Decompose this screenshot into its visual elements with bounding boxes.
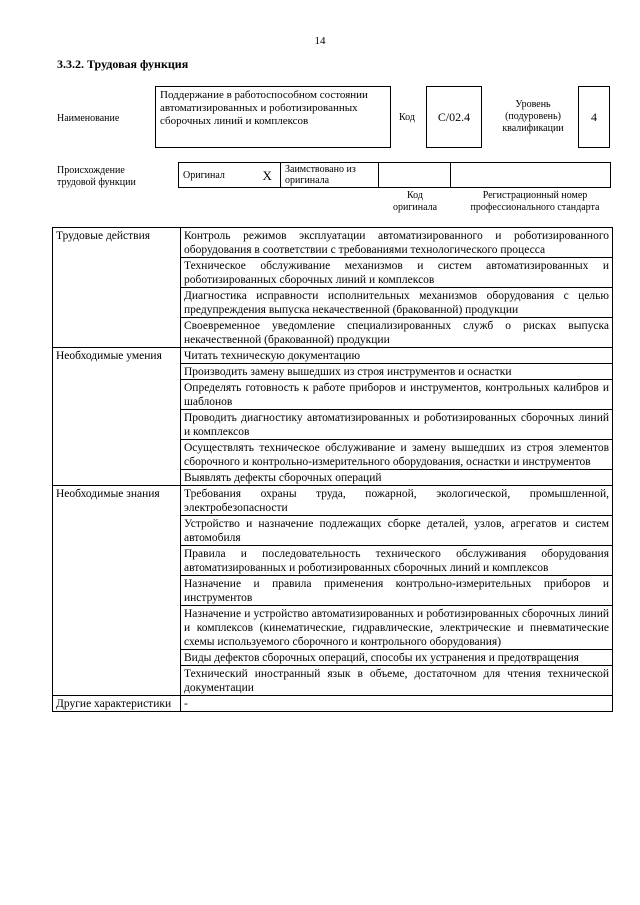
knowledge-item: Назначение и правила применения контрольно-измерительных приборов и инструментов bbox=[181, 576, 613, 606]
level-label bbox=[492, 99, 574, 135]
function-name-box: Поддержание в работоспособном состоянии автоматизированных и роботизированных сборочных линий и комплексов bbox=[155, 86, 391, 148]
knowledge-item: Требования охраны труда, пожарной, экологической, промышленной, электробезопасности bbox=[181, 486, 613, 516]
skill-item: Проводить диагностику автоматизированных и роботизированных сборочных линий и комплексов bbox=[181, 410, 613, 440]
code-original-label bbox=[380, 190, 450, 214]
reg-number-line-1: Регистрационный номер bbox=[482, 190, 588, 201]
name-label: Наименование bbox=[57, 113, 120, 124]
page-number: 14 bbox=[314, 35, 326, 47]
code-box: C/02.4 bbox=[426, 86, 482, 148]
skill-item: Производить замену вышедших из строя инструментов и оснастки bbox=[181, 364, 613, 380]
knowledge-item: Устройство и назначение подлежащих сборке деталей, узлов, агрегатов и систем автомобиля bbox=[181, 516, 613, 546]
code-label: Код bbox=[399, 112, 415, 123]
skill-item: Осуществлять техническое обслуживание и замену вышедших из строя элементов сборочного и контрольно-измерительного оборудования, оснастки и инструментов bbox=[181, 440, 613, 470]
labor-action-item: Своевременное уведомление специализированных служб о рисках выпуска некачественной (бракованной) продукции bbox=[181, 318, 613, 348]
table-row bbox=[53, 348, 613, 364]
labor-action-item: Диагностика исправности исполнительных механизмов оборудования с целью предупреждения выпуска некачественной (бракованной) продукции bbox=[181, 288, 613, 318]
origin-label-line-1: Происхождение bbox=[57, 165, 125, 176]
origin-table bbox=[178, 162, 611, 188]
labor-action-item: Контроль режимов эксплуатации автоматизированного и роботизированного оборудования в соответствии с требованиями технологического процесса bbox=[181, 228, 613, 258]
code-original-line-2: оригинала bbox=[392, 202, 438, 213]
labor-actions-label: Трудовые действия bbox=[53, 228, 181, 348]
code-original-cell bbox=[379, 163, 451, 188]
level-label-line-1: Уровень bbox=[515, 99, 551, 110]
level-box: 4 bbox=[578, 86, 610, 148]
knowledge-item: Виды дефектов сборочных операций, способы их устранения и предотвращения bbox=[181, 650, 613, 666]
level-label-line-2: (подуровень) bbox=[505, 111, 561, 122]
knowledge-label: Необходимые знания bbox=[53, 486, 181, 696]
table-row bbox=[53, 696, 613, 712]
original-cell: Оригинал bbox=[179, 163, 255, 188]
other-characteristics-value: - bbox=[181, 696, 613, 712]
other-characteristics-label: Другие характеристики bbox=[53, 696, 181, 712]
labor-action-item: Техническое обслуживание механизмов и систем автоматизированных и роботизированных сборочных линий и комплексов bbox=[181, 258, 613, 288]
skill-item: Выявлять дефекты сборочных операций bbox=[181, 470, 613, 486]
borrowed-cell: Заимствовано из оригинала bbox=[281, 163, 379, 188]
table-row bbox=[53, 486, 613, 516]
code-original-line-1: Код bbox=[407, 190, 423, 201]
section-title: 3.3.2. Трудовая функция bbox=[57, 57, 189, 71]
knowledge-item: Правила и последовательность технического обслуживания оборудования автоматизированных и роботизированных сборочных линий и комплексов bbox=[181, 546, 613, 576]
skills-label: Необходимые умения bbox=[53, 348, 181, 486]
origin-label bbox=[57, 165, 136, 189]
function-details-table bbox=[52, 227, 613, 712]
reg-number-line-2: профессионального стандарта bbox=[470, 202, 600, 213]
knowledge-item: Технический иностранный язык в объеме, достаточном для чтения технической документации bbox=[181, 666, 613, 696]
original-mark: X bbox=[255, 163, 281, 188]
knowledge-item: Назначение и устройство автоматизированных и роботизированных сборочных линий и комплексов (кинематические, гидравлические, электрические и пневматические схемы используемого сборочного и контрольного оборудования) bbox=[181, 606, 613, 650]
skill-item: Определять готовность к работе приборов и инструментов, контрольных калибров и шаблонов bbox=[181, 380, 613, 410]
reg-number-label bbox=[455, 190, 615, 214]
origin-label-line-2: трудовой функции bbox=[57, 177, 136, 188]
reg-number-cell bbox=[451, 163, 611, 188]
table-row bbox=[53, 228, 613, 258]
level-label-line-3: квалификации bbox=[502, 123, 564, 134]
skill-item: Читать техническую документацию bbox=[181, 348, 613, 364]
